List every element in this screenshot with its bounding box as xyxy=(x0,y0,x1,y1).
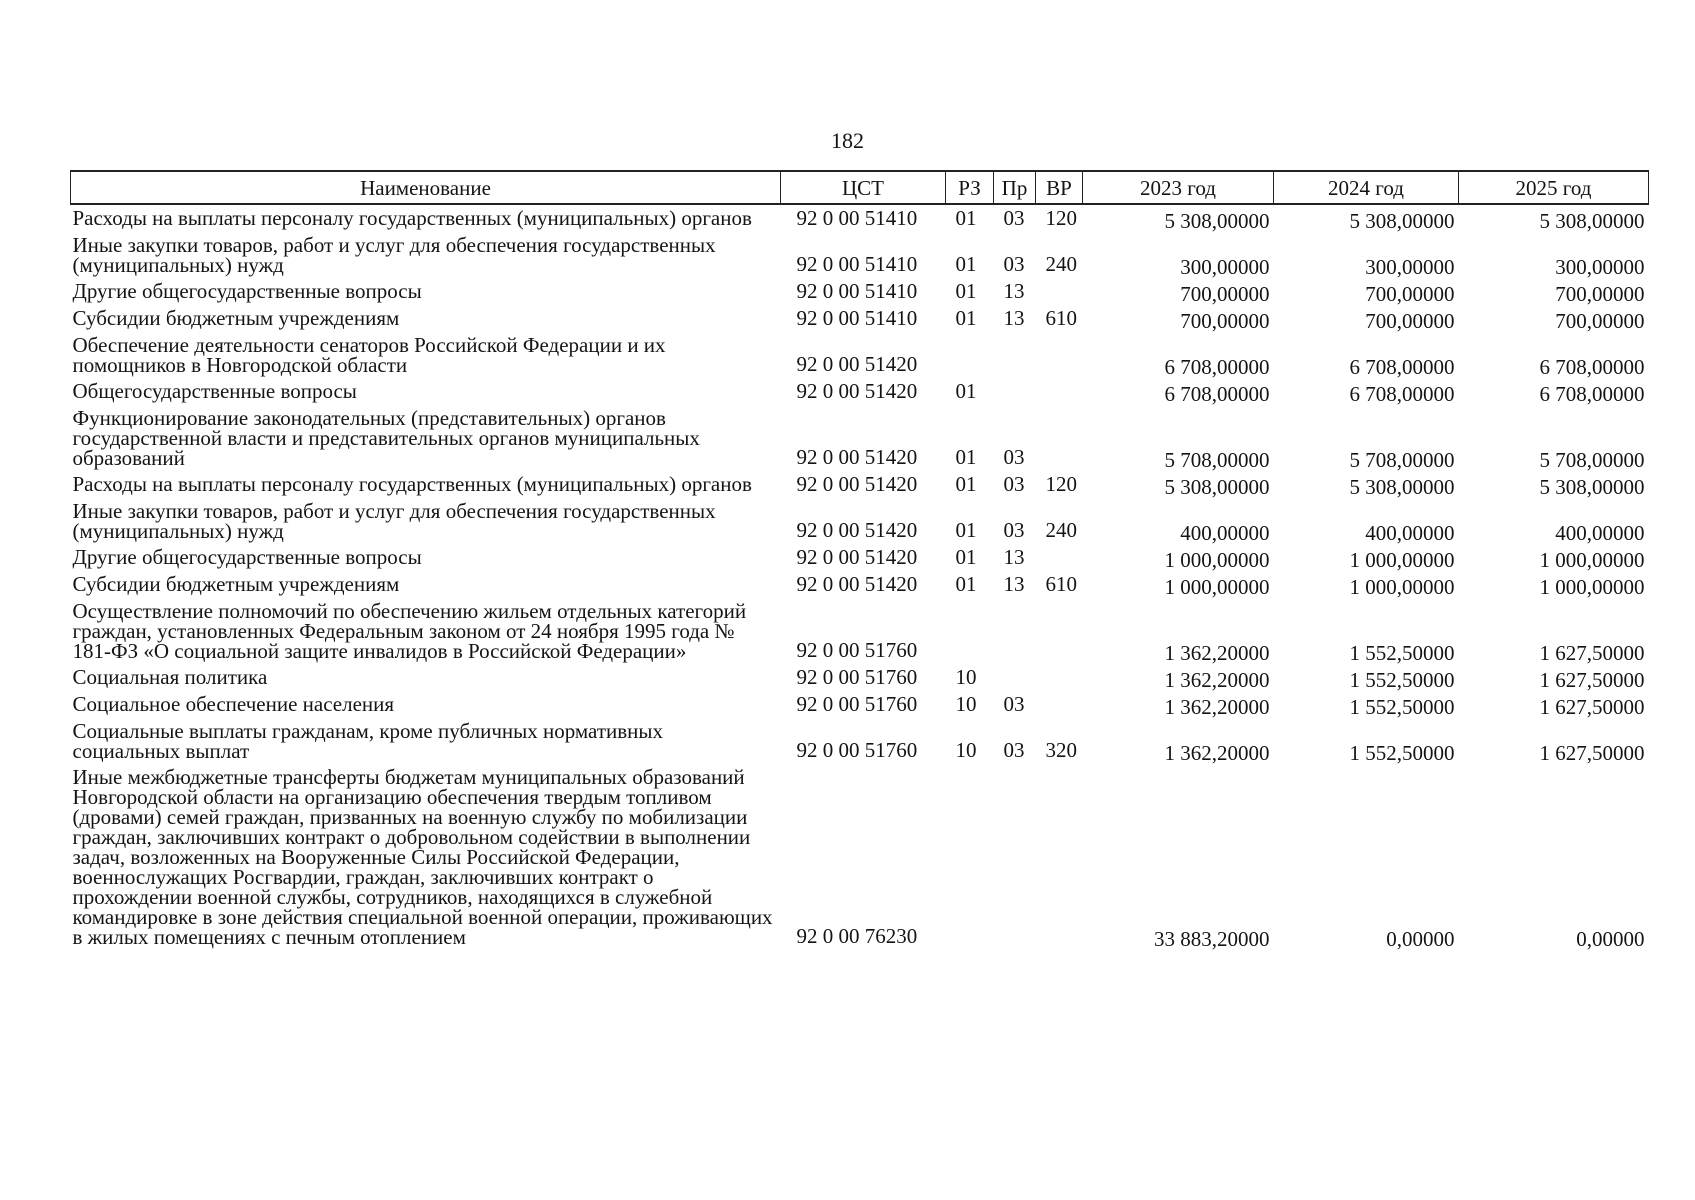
table-row xyxy=(71,664,1649,691)
row-name: Субсидии бюджетным учреждениям xyxy=(72,572,400,596)
row-name: Иные закупки товаров, работ и услуг для обеспечения государственных (муниципальных) нужд xyxy=(72,499,716,543)
row-rz: 01 xyxy=(955,252,977,276)
header-name: Наименование xyxy=(71,171,781,204)
header-cst: ЦСТ xyxy=(781,171,946,204)
table-row xyxy=(71,571,1649,598)
table-row xyxy=(71,405,1649,471)
row-rz xyxy=(946,764,994,950)
row-pr xyxy=(994,664,1036,691)
row-name: Субсидии бюджетным учреждениям xyxy=(72,306,400,330)
row-cst: 92 0 00 51410 xyxy=(796,279,918,303)
row-2025: 1 627,50000 xyxy=(1539,741,1645,765)
row-2025: 6 708,00000 xyxy=(1539,355,1645,379)
row-2025: 1 627,50000 xyxy=(1539,668,1645,692)
row-2024: 1 552,50000 xyxy=(1349,641,1455,665)
row-cst: 92 0 00 51410 xyxy=(796,206,918,230)
row-vr xyxy=(1036,332,1083,378)
table-row xyxy=(71,305,1649,332)
row-rz: 01 xyxy=(955,206,977,230)
row-2024: 1 552,50000 xyxy=(1349,668,1455,692)
row-2024: 1 552,50000 xyxy=(1349,741,1455,765)
row-2025: 0,00000 xyxy=(1576,927,1645,951)
header-rz: РЗ xyxy=(946,171,994,204)
row-cst: 92 0 00 51420 xyxy=(796,352,918,376)
table-row xyxy=(71,278,1649,305)
row-name: Расходы на выплаты персоналу государственных (муниципальных) органов xyxy=(72,206,752,230)
row-cst: 92 0 00 51760 xyxy=(796,738,918,762)
row-vr xyxy=(1036,405,1083,471)
table-row xyxy=(71,332,1649,378)
row-2023: 6 708,00000 xyxy=(1164,382,1270,406)
table-row xyxy=(71,718,1649,764)
row-2025: 1 627,50000 xyxy=(1539,695,1645,719)
row-2024: 1 552,50000 xyxy=(1349,695,1455,719)
row-pr xyxy=(994,332,1036,378)
row-name: Иные межбюджетные трансферты бюджетам муниципальных образований Новгородской области на организацию обеспечения твердым топливом (дровами) семей граждан, призванных на военную службу по мобилизации граждан, заключивших контракт о добровольном содействии в выполнении задач, возложенных на Вооруженные Силы Российской Федерации, военнослужащих Росгвардии, граждан, заключивших контракт о прохождении военной службы, сотрудников, находящихся в служебной командировке в зоне действия специальной военной операции, проживающих в жилых помещениях с печным отоплением xyxy=(72,765,773,949)
table-row xyxy=(71,544,1649,571)
row-2024: 400,00000 xyxy=(1365,521,1455,545)
row-cst: 92 0 00 51760 xyxy=(796,692,918,716)
row-pr xyxy=(994,378,1036,405)
row-vr: 240 xyxy=(1045,252,1077,276)
row-pr: 03 xyxy=(1003,206,1025,230)
row-name: Социальные выплаты гражданам, кроме публичных нормативных социальных выплат xyxy=(72,719,664,763)
row-2025: 700,00000 xyxy=(1555,282,1645,306)
row-pr: 03 xyxy=(1003,252,1025,276)
row-2023: 300,00000 xyxy=(1180,255,1270,279)
row-2024: 700,00000 xyxy=(1365,282,1455,306)
row-cst: 92 0 00 51420 xyxy=(796,572,918,596)
row-vr: 320 xyxy=(1045,738,1077,762)
row-vr xyxy=(1036,598,1083,664)
row-cst: 92 0 00 51420 xyxy=(796,379,918,403)
budget-table xyxy=(70,170,1649,950)
row-2024: 700,00000 xyxy=(1365,309,1455,333)
row-pr: 03 xyxy=(1003,472,1025,496)
row-cst: 92 0 00 51420 xyxy=(796,445,918,469)
row-rz: 10 xyxy=(955,692,977,716)
row-2023: 6 708,00000 xyxy=(1164,355,1270,379)
table-header-row xyxy=(71,171,1649,204)
row-vr xyxy=(1036,664,1083,691)
row-rz: 01 xyxy=(955,572,977,596)
row-name: Социальное обеспечение населения xyxy=(72,692,395,716)
row-vr xyxy=(1036,378,1083,405)
row-name: Общегосударственные вопросы xyxy=(72,379,357,403)
row-name: Другие общегосударственные вопросы xyxy=(72,545,422,569)
row-2023: 5 308,00000 xyxy=(1164,475,1270,499)
table-row xyxy=(71,232,1649,278)
row-2024: 5 708,00000 xyxy=(1349,448,1455,472)
row-vr: 240 xyxy=(1045,518,1077,542)
row-pr: 03 xyxy=(1003,445,1025,469)
row-pr xyxy=(994,764,1036,950)
table-row xyxy=(71,598,1649,664)
row-2025: 400,00000 xyxy=(1555,521,1645,545)
table-row xyxy=(71,471,1649,498)
row-2024: 1 000,00000 xyxy=(1349,548,1455,572)
row-rz: 01 xyxy=(955,306,977,330)
row-2025: 700,00000 xyxy=(1555,309,1645,333)
header-2025: 2025 год xyxy=(1459,171,1649,204)
row-2023: 1 362,20000 xyxy=(1164,741,1270,765)
row-cst: 92 0 00 51410 xyxy=(796,306,918,330)
row-pr: 13 xyxy=(1003,545,1025,569)
row-name: Другие общегосударственные вопросы xyxy=(72,279,422,303)
row-cst: 92 0 00 51760 xyxy=(796,665,918,689)
row-rz xyxy=(946,598,994,664)
row-vr: 120 xyxy=(1045,472,1077,496)
row-2024: 6 708,00000 xyxy=(1349,382,1455,406)
row-rz: 01 xyxy=(955,445,977,469)
table-row xyxy=(71,498,1649,544)
row-vr: 610 xyxy=(1045,306,1077,330)
row-pr: 13 xyxy=(1003,279,1025,303)
row-2025: 6 708,00000 xyxy=(1539,382,1645,406)
row-2024: 5 308,00000 xyxy=(1349,475,1455,499)
row-2025: 5 308,00000 xyxy=(1539,475,1645,499)
row-2023: 700,00000 xyxy=(1180,282,1270,306)
row-2023: 5 308,00000 xyxy=(1164,209,1270,233)
row-pr xyxy=(994,598,1036,664)
row-rz: 01 xyxy=(955,279,977,303)
row-2023: 33 883,20000 xyxy=(1154,927,1270,951)
row-rz: 01 xyxy=(955,379,977,403)
row-2024: 5 308,00000 xyxy=(1349,209,1455,233)
row-2025: 1 000,00000 xyxy=(1539,548,1645,572)
row-2024: 0,00000 xyxy=(1386,927,1455,951)
row-2023: 1 000,00000 xyxy=(1164,575,1270,599)
row-cst: 92 0 00 51420 xyxy=(796,518,918,542)
row-vr xyxy=(1036,691,1083,718)
row-2024: 300,00000 xyxy=(1365,255,1455,279)
row-pr: 13 xyxy=(1003,572,1025,596)
row-pr: 03 xyxy=(1003,738,1025,762)
row-2023: 1 362,20000 xyxy=(1164,668,1270,692)
row-name: Социальная политика xyxy=(72,665,268,689)
row-cst: 92 0 00 51420 xyxy=(796,472,918,496)
row-2023: 1 000,00000 xyxy=(1164,548,1270,572)
row-name: Обеспечение деятельности сенаторов Российской Федерации и их помощников в Новгородской области xyxy=(72,333,666,377)
header-2024: 2024 год xyxy=(1274,171,1459,204)
row-cst: 92 0 00 51420 xyxy=(796,545,918,569)
row-2023: 5 708,00000 xyxy=(1164,448,1270,472)
row-pr: 13 xyxy=(1003,306,1025,330)
row-pr: 03 xyxy=(1003,518,1025,542)
row-rz: 01 xyxy=(955,518,977,542)
row-vr xyxy=(1036,764,1083,950)
row-name: Расходы на выплаты персоналу государственных (муниципальных) органов xyxy=(72,472,752,496)
row-2023: 1 362,20000 xyxy=(1164,695,1270,719)
row-cst: 92 0 00 76230 xyxy=(796,924,918,948)
row-2024: 1 000,00000 xyxy=(1349,575,1455,599)
table-row xyxy=(71,764,1649,950)
row-rz: 01 xyxy=(955,472,977,496)
row-name: Функционирование законодательных (представительных) органов государственной власти и представительных органов муниципальных образований xyxy=(72,406,700,470)
row-rz: 10 xyxy=(955,738,977,762)
row-rz: 10 xyxy=(955,665,977,689)
row-rz: 01 xyxy=(955,545,977,569)
row-vr: 120 xyxy=(1045,206,1077,230)
row-vr xyxy=(1036,278,1083,305)
header-vr: ВР xyxy=(1036,171,1083,204)
row-pr: 03 xyxy=(1003,692,1025,716)
row-cst: 92 0 00 51760 xyxy=(796,638,918,662)
row-2025: 1 000,00000 xyxy=(1539,575,1645,599)
row-2023: 700,00000 xyxy=(1180,309,1270,333)
table-body xyxy=(71,204,1649,950)
row-2025: 300,00000 xyxy=(1555,255,1645,279)
row-2025: 1 627,50000 xyxy=(1539,641,1645,665)
row-2025: 5 708,00000 xyxy=(1539,448,1645,472)
table-row xyxy=(71,378,1649,405)
header-2023: 2023 год xyxy=(1083,171,1274,204)
header-pr: Пр xyxy=(994,171,1036,204)
row-2024: 6 708,00000 xyxy=(1349,355,1455,379)
row-2025: 5 308,00000 xyxy=(1539,209,1645,233)
row-cst: 92 0 00 51410 xyxy=(796,252,918,276)
page-number: 182 xyxy=(831,128,864,153)
row-name: Иные закупки товаров, работ и услуг для обеспечения государственных (муниципальных) нужд xyxy=(72,233,716,277)
table-row xyxy=(71,204,1649,232)
row-vr: 610 xyxy=(1045,572,1077,596)
row-vr xyxy=(1036,544,1083,571)
row-2023: 400,00000 xyxy=(1180,521,1270,545)
table-row xyxy=(71,691,1649,718)
row-2023: 1 362,20000 xyxy=(1164,641,1270,665)
row-name: Осуществление полномочий по обеспечению жильем отдельных категорий граждан, установленных Федеральным законом от 24 ноября 1995 года № 181-ФЗ «О социальной защите инвалидов в Российской Федерации» xyxy=(72,599,747,663)
row-rz xyxy=(946,332,994,378)
